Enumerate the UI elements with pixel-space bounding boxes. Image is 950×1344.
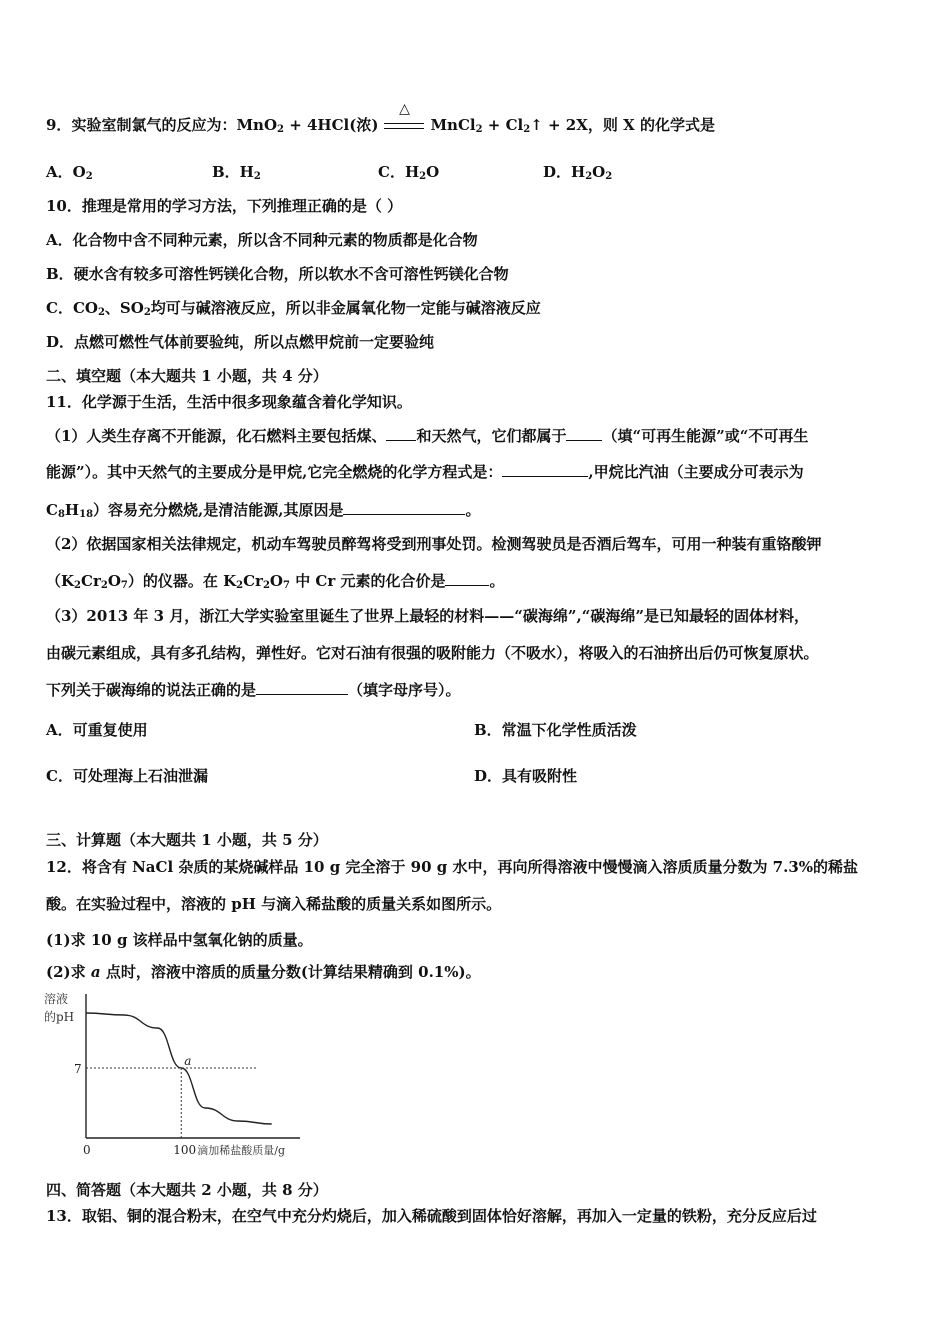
y-axis-label-line1: 溶液 bbox=[44, 992, 69, 1006]
q9-option-a: A．$O_2$ bbox=[46, 163, 93, 182]
section-3-heading: 三、计算题（本大题共 1 小题，共 5 分） bbox=[46, 831, 328, 849]
q11-part2-line1: （2）依据国家相关法律规定，机动车驾驶员醉驾将受到刑事处罚。检测驾驶员是否酒后驾车，可用一种装有重铬酸钾 bbox=[46, 535, 822, 553]
x-axis-label: 滴加稀盐酸质量/g bbox=[197, 1144, 285, 1157]
q10-stem: 10．推理是常用的学习方法，下列推理正确的是（ ） bbox=[46, 197, 403, 215]
q9-option-c: C．$H_2O$ bbox=[378, 163, 440, 182]
q11-part3-line2: 由碳元素组成，具有多孔结构，弹性好。它对石油有很强的吸附能力（不吸水），将吸入的石油挤出后仍可恢复原状。 bbox=[46, 644, 819, 662]
point-a-label: a bbox=[184, 1054, 192, 1068]
q9-option-d: D．$H_2O_2$ bbox=[543, 163, 613, 182]
section-4-heading: 四、简答题（本大题共 2 小题，共 8 分） bbox=[46, 1181, 328, 1199]
q11-part1-line3: $C_8H_{18}$）容易充分燃烧,是清洁能源,其原因是 。 bbox=[46, 501, 481, 520]
q11-option-a: A．可重复使用 bbox=[46, 721, 148, 739]
triangle-heat-symbol: △ bbox=[399, 101, 410, 117]
q10-option-c: C．$CO_2$、$SO_2$均可与碱溶液反应，所以非金属氧化物一定能与碱溶液反应 bbox=[46, 299, 541, 318]
q10-option-b: B．硬水含有较多可溶性钙镁化合物，所以软水不含可溶性钙镁化合物 bbox=[46, 265, 509, 283]
q12-line2: 酸。在实验过程中，溶液的 pH 与滴入稀盐酸的质量关系如图所示。 bbox=[46, 895, 502, 913]
x-tick-label-100: 100 bbox=[173, 1143, 197, 1157]
q11-option-d: D．具有吸附性 bbox=[474, 767, 578, 785]
q12-line1: 12．将含有 NaCl 杂质的某烧碱样品 10 g 完全溶于 90 g 水中，再向所得溶液中慢慢滴入溶质质量分数为 7.3%的稀盐 bbox=[46, 858, 859, 876]
q11-part3-line1: （3）2013 年 3 月，浙江大学实验室里诞生了世界上最轻的材料——“碳海绵”,“碳海绵”是已知最轻的固体材料， bbox=[46, 607, 810, 625]
y-axis-label-line2: 的pH bbox=[44, 1010, 75, 1024]
q10-option-d: D．点燃可燃性气体前要验纯，所以点燃甲烷前一定要验纯 bbox=[46, 333, 435, 351]
q11-part3-line3: 下列关于碳海绵的说法正确的是 （填字母序号）。 bbox=[46, 681, 461, 699]
y-tick-label-7: 7 bbox=[74, 1062, 82, 1076]
q12-line3: (1)求 10 g 该样品中氢氧化钠的质量。 bbox=[46, 931, 313, 949]
q11-part1-line2: 能源”）。其中天然气的主要成分是甲烷,它完全燃烧的化学方程式是： ,甲烷比汽油（主要成分可表示为 bbox=[46, 463, 804, 481]
q11-option-b: B．常温下化学性质活泼 bbox=[474, 721, 637, 739]
q11-option-c: C．可处理海上石油泄漏 bbox=[46, 767, 208, 785]
q13-line1: 13．取铝、铜的混合粉末，在空气中充分灼烧后，加入稀硫酸到固体恰好溶解，再加入一定量的铁粉，充分反应后过 bbox=[46, 1207, 817, 1225]
section-2-heading: 二、填空题（本大题共 1 小题，共 4 分） bbox=[46, 367, 328, 385]
x-tick-label-0: 0 bbox=[83, 1143, 91, 1157]
q9-stem: 9．实验室制氯气的反应为：MnO$_2$ + 4HCl(浓) △ MnCl$_2$ + $Cl_2↑ + 2X$，则 X 的化学式是 bbox=[46, 101, 715, 135]
heating-equal-sign bbox=[384, 101, 424, 135]
q10-option-a: A．化合物中含不同种元素，所以含不同种元素的物质都是化合物 bbox=[46, 231, 478, 249]
ph-curve-chart bbox=[40, 990, 310, 1160]
q12-line4: (2)求 a 点时，溶液中溶质的质量分数(计算结果精确到 0.1%)。 bbox=[46, 963, 481, 981]
q11-part2-line2: $(K_2Cr_2O_7)$的仪器。在 $K_2Cr_2O_7$ 中 Cr 元素的化合价是 。 bbox=[46, 572, 505, 591]
q11-stem: 11．化学源于生活，生活中很多现象蕴含着化学知识。 bbox=[46, 393, 412, 411]
q11-part1-line1: （1）人类生存离不开能源，化石燃料主要包括煤、 和天然气，它们都属于 （填“可再生能源”或“不可再生 bbox=[46, 427, 809, 445]
q9-option-b: B．$H_2$ bbox=[212, 163, 261, 182]
